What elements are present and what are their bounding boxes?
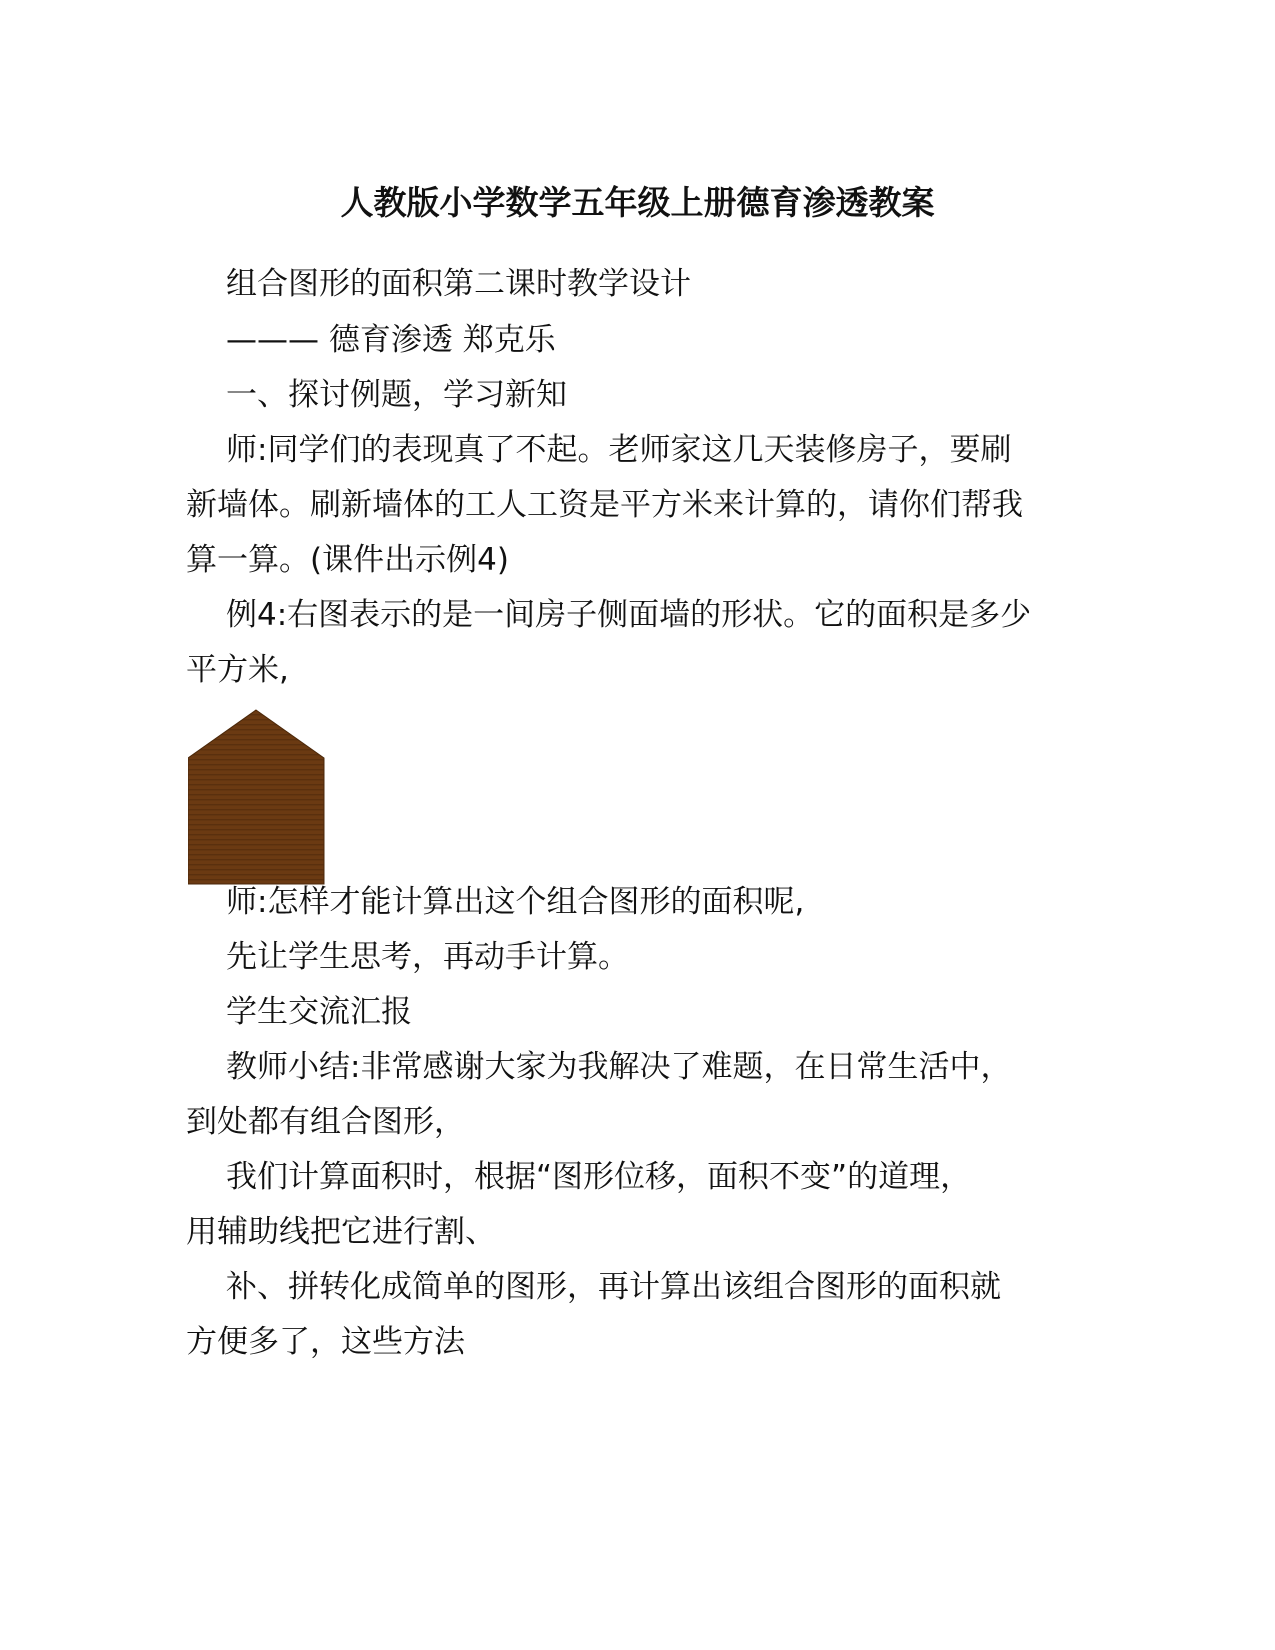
house-wall-shape [188,710,324,884]
paragraph-line: 师:同学们的表现真了不起。老师家这几天装修房子，要刷 [226,432,1012,468]
house-wall-figure [188,706,338,888]
paragraph-line: 教师小结:非常感谢大家为我解决了难题，在日常生活中， [226,1049,1012,1085]
paragraph-line: 方便多了，这些方法 [186,1324,465,1360]
paragraph-line: 补、拼转化成简单的图形，再计算出该组合图形的面积就 [226,1269,1001,1305]
author-line: ——— 德育渗透 郑克乐 [226,322,556,358]
paragraph-line: 学生交流汇报 [226,994,412,1030]
document-title: 人教版小学数学五年级上册德育渗透教案 [340,183,935,222]
example-line: 平方米, [186,652,289,688]
section-heading: 一、探讨例题，学习新知 [226,377,567,413]
lesson-heading: 组合图形的面积第二课时教学设计 [226,266,691,302]
paragraph-line: 算一算。(课件出示例4) [186,542,509,578]
paragraph-line: 新墙体。刷新墙体的工人工资是平方米来计算的，请你们帮我 [186,487,1023,523]
example-line: 例4:右图表示的是一间房子侧面墙的形状。它的面积是多少 [226,597,1032,633]
paragraph-line: 到处都有组合图形， [186,1104,465,1140]
paragraph-line: 先让学生思考，再动手计算。 [226,939,629,975]
paragraph-line: 师:怎样才能计算出这个组合图形的面积呢, [226,884,805,920]
paragraph-line: 我们计算面积时，根据“图形位移，面积不变”的道理， [226,1159,972,1195]
paragraph-line: 用辅助线把它进行割、 [186,1214,496,1250]
